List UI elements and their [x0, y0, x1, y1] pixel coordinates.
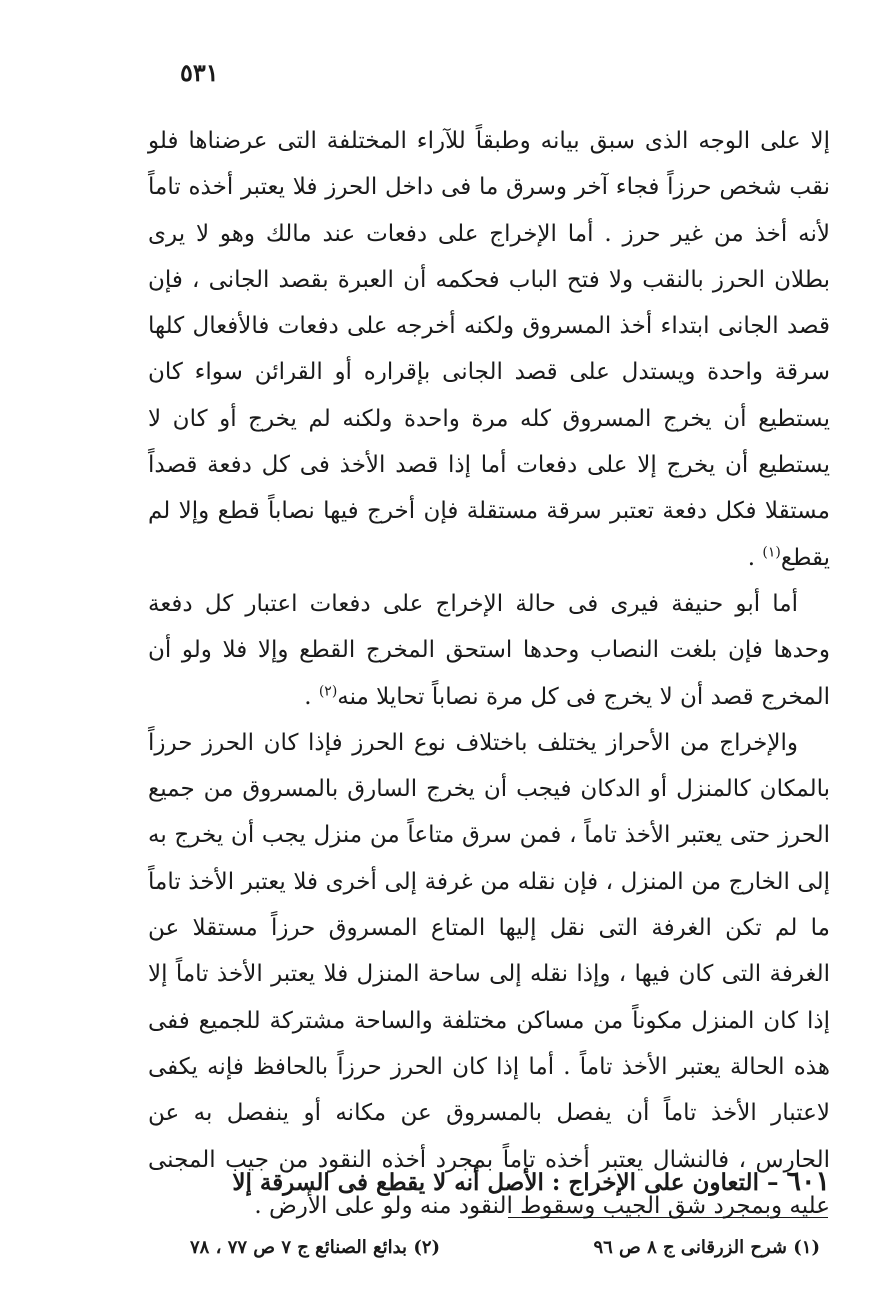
paragraph-text: إلا على الوجه الذى سبق بيانه وطبقاً للآراء المختلفة التى عرضناها فلو نقب شخص حرزاً فجاء آخر وسرق ما فى داخل الحرز فلا يعتبر أخذه تاماً لأنه أخذ من غير حرز . أما الإخراج على دفعات عند مالك وهو لا يرى بطلان الحرز بالنقب ولا فتح الباب فحكمه أن العبرة بقصد الجانى ، فإن قصد الجانى ابتداء أخذ المسروق ولكنه أخرجه على دفعات فالأفعال كلها سرقة واحدة ويستدل على قصد الجانى بإقراره أو القرائن سواء كان يستطيع أن يخرج المسروق كله مرة واحدة ولكنه لم يخرج أو كان لا يستطيع أن يخرج إلا على دفعات أما إذا قصد الأخذ فى كل دفعة قصداً مستقلا فكل دفعة تعتبر سرقة مستقلة فإن أخرج فيها نصاباً قطع وإلا لم يقطع [148, 128, 831, 571]
section-heading [150, 1162, 830, 1203]
paragraph-text: أما أبو حنيفة فيرى فى حالة الإخراج على دفعات اعتبار كل دفعة وحدها فإن بلغت النصاب وحدها استحق المخرج القطع وإلا فلا ولو أن المخرج قصد أن لا يخرج فى كل مرة نصاباً تحايلا منه [148, 590, 830, 710]
paragraph-tail: . [747, 544, 763, 571]
paragraph-tail: . [304, 683, 319, 710]
section-title: التعاون على الإخراج : [551, 1169, 759, 1196]
paragraph-text: والإخراج من الأحراز يختلف باختلاف نوع الحرز فإذا كان الحرز حرزاً بالمكان كالمنزل أو الدكان فيجب أن يخرج السارق بالمسروق من جميع الحرز حتى يعتبر الأخذ تاماً ، فمن سرق متاعاً من منزل يجب أن يخرج به إلى الخارج من المنزل ، فإن نقله من غرفة إلى أخرى فلا يعتبر الأخذ تاماً ما لم تكن الغرفة التى نقل إليها المتاع المسروق حرزاً مستقلا عن الغرفة التى كان فيها ، وإذا نقله إلى ساحة المنزل فلا يعتبر الأخذ تاماً إلا إذا كان المنزل مكوناً من مساكن مختلفة والساحة مشتركة للجميع ففى هذه الحالة يعتبر الأخذ تاماً . أما إذا كان الحرز حرزاً بالحافظ فإنه يكفى لاعتبار الأخذ تاماً أن يفصل بالمسروق عن مكانه أو ينفصل به عن الحارس ، فالنشال يعتبر أخذه تاماً بمجرد أخذه النقود من جيب المجنى عليه وبمجرد شق الجيب وسقوط النقود منه ولو على الأرض . [148, 729, 830, 1219]
footnotes [190, 1233, 820, 1263]
paragraph-3 [148, 720, 830, 1229]
footnote-1: (١) شرح الزرقانى ج ٨ ص ٩٦ [593, 1237, 820, 1258]
section-number: ٦٠١ [786, 1166, 830, 1197]
footnote-ref-2: (٢) [318, 682, 338, 699]
section-text: الأصل أنه لا يقطع فى السرقة إلا [232, 1169, 552, 1196]
section-dash: – [758, 1169, 787, 1196]
page-number: ٥٣١ [180, 58, 219, 87]
footnote-divider [508, 1217, 828, 1218]
body-text [148, 118, 830, 1229]
paragraph-2 [148, 581, 830, 720]
footnote-ref-1: (١) [762, 544, 781, 561]
paragraph-1 [148, 118, 830, 581]
footnote-2: (٢) بدائع الصنائع ج ٧ ص ٧٧ ، ٧٨ [190, 1237, 441, 1258]
